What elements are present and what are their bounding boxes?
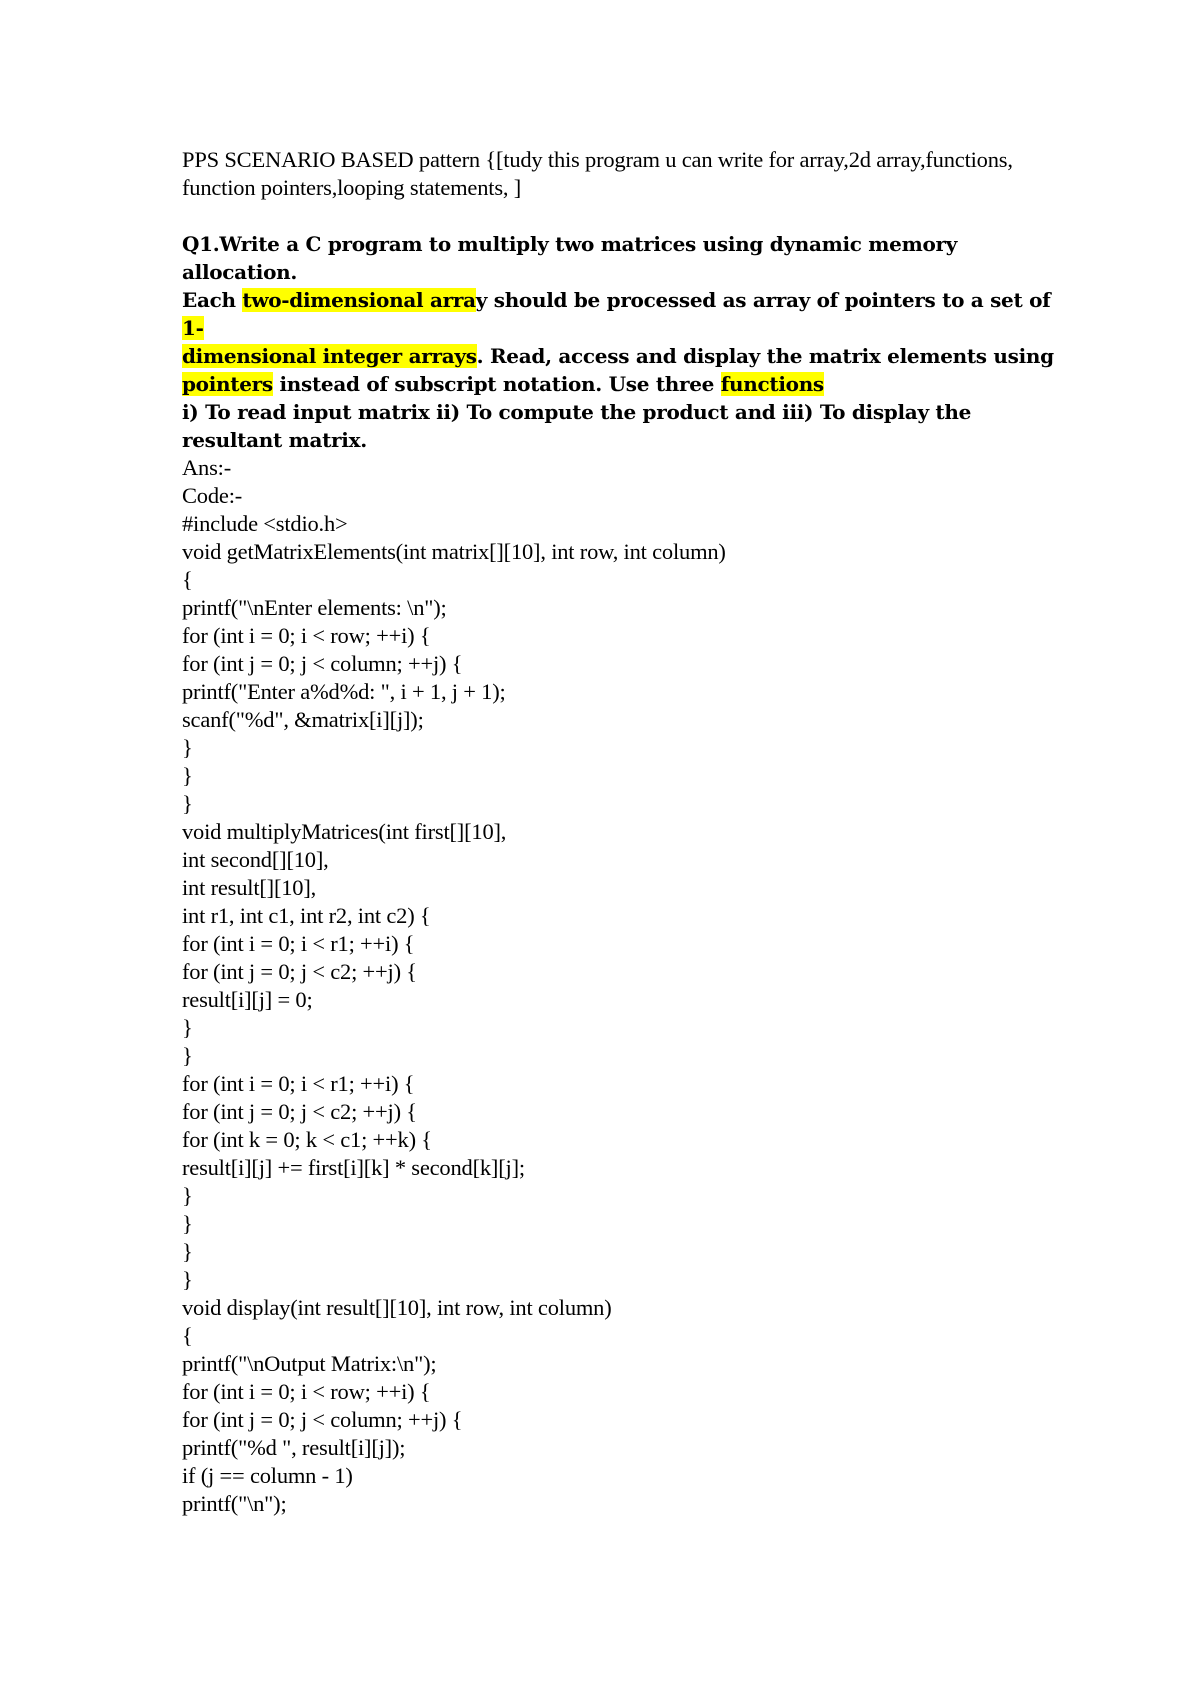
code-line: scanf("%d", &matrix[i][j]); [182, 707, 424, 732]
code-line: Ans:- [182, 455, 231, 480]
code-line: printf("\nOutput Matrix:\n"); [182, 1351, 437, 1376]
question-block [182, 230, 1054, 454]
code-line: for (int i = 0; i < row; ++i) { [182, 1379, 431, 1404]
question-line-1: Q1.Write a C program to multiply two matrices using dynamic memory [182, 232, 958, 256]
question-text: Each [182, 288, 243, 312]
code-line: result[i][j] += first[i][k] * second[k][j]; [182, 1155, 525, 1180]
code-line: for (int i = 0; i < row; ++i) { [182, 623, 431, 648]
code-line: printf("\nEnter elements: \n"); [182, 595, 447, 620]
code-line: } [182, 1183, 193, 1208]
question-line-2: allocation. [182, 260, 298, 284]
highlighted-text: functions [720, 372, 824, 396]
code-line: int second[][10], [182, 847, 329, 872]
question-text: instead of subscript notation. Use three [272, 372, 721, 396]
question-line-6 [182, 370, 1042, 398]
code-line: } [182, 1267, 193, 1292]
code-line: { [182, 567, 193, 592]
highlighted-text: two-dimensional arra [242, 288, 476, 312]
code-line: } [182, 1239, 193, 1264]
highlighted-text: 1- [182, 316, 204, 340]
paragraph-spacer [182, 202, 1042, 230]
code-line: if (j == column - 1) [182, 1463, 353, 1488]
code-line: for (int i = 0; i < r1; ++i) { [182, 1071, 415, 1096]
code-line: } [182, 763, 193, 788]
code-line: void getMatrixElements(int matrix[][10], int row, int column) [182, 539, 726, 564]
code-line: } [182, 1043, 193, 1068]
highlighted-text: dimensional integer arrays [182, 344, 477, 368]
intro-paragraph: PPS SCENARIO BASED pattern {[tudy this program u can write for array,2d array,functions, function pointers,looping statements, ] [182, 147, 1013, 200]
code-line: #include <stdio.h> [182, 511, 348, 536]
question-line-4 [182, 314, 1042, 342]
code-line: for (int j = 0; j < c2; ++j) { [182, 1099, 417, 1124]
code-line: for (int i = 0; i < r1; ++i) { [182, 931, 415, 956]
code-line: for (int j = 0; j < column; ++j) { [182, 651, 463, 676]
code-line: } [182, 1211, 193, 1236]
document-content [182, 146, 1054, 1518]
code-line: Code:- [182, 483, 243, 508]
code-line: for (int j = 0; j < column; ++j) { [182, 1407, 463, 1432]
code-line: void multiplyMatrices(int first[][10], [182, 819, 507, 844]
question-text: . Read, access and display the matrix elements using [476, 344, 1054, 368]
code-line: } [182, 791, 193, 816]
code-line: for (int j = 0; j < c2; ++j) { [182, 959, 417, 984]
code-line: } [182, 735, 193, 760]
code-line: printf("\n"); [182, 1491, 287, 1516]
code-line: { [182, 1323, 193, 1348]
highlighted-text: pointers [182, 372, 273, 396]
code-line: } [182, 1015, 193, 1040]
code-line: result[i][j] = 0; [182, 987, 313, 1012]
question-line-8: resultant matrix. [182, 428, 367, 452]
code-line: printf("Enter a%d%d: ", i + 1, j + 1); [182, 679, 506, 704]
code-line: void display(int result[][10], int row, int column) [182, 1295, 612, 1320]
code-line: int r1, int c1, int r2, int c2) { [182, 903, 431, 928]
question-text: y should be processed as array of pointers to a set of [475, 288, 1051, 312]
code-line: for (int k = 0; k < c1; ++k) { [182, 1127, 432, 1152]
question-line-3 [182, 286, 1051, 314]
question-line-7: i) To read input matrix ii) To compute the product and iii) To display the [182, 400, 972, 424]
code-listing [182, 454, 1042, 1518]
code-line: int result[][10], [182, 875, 317, 900]
code-line: printf("%d ", result[i][j]); [182, 1435, 406, 1460]
question-line-5 [182, 342, 1054, 370]
